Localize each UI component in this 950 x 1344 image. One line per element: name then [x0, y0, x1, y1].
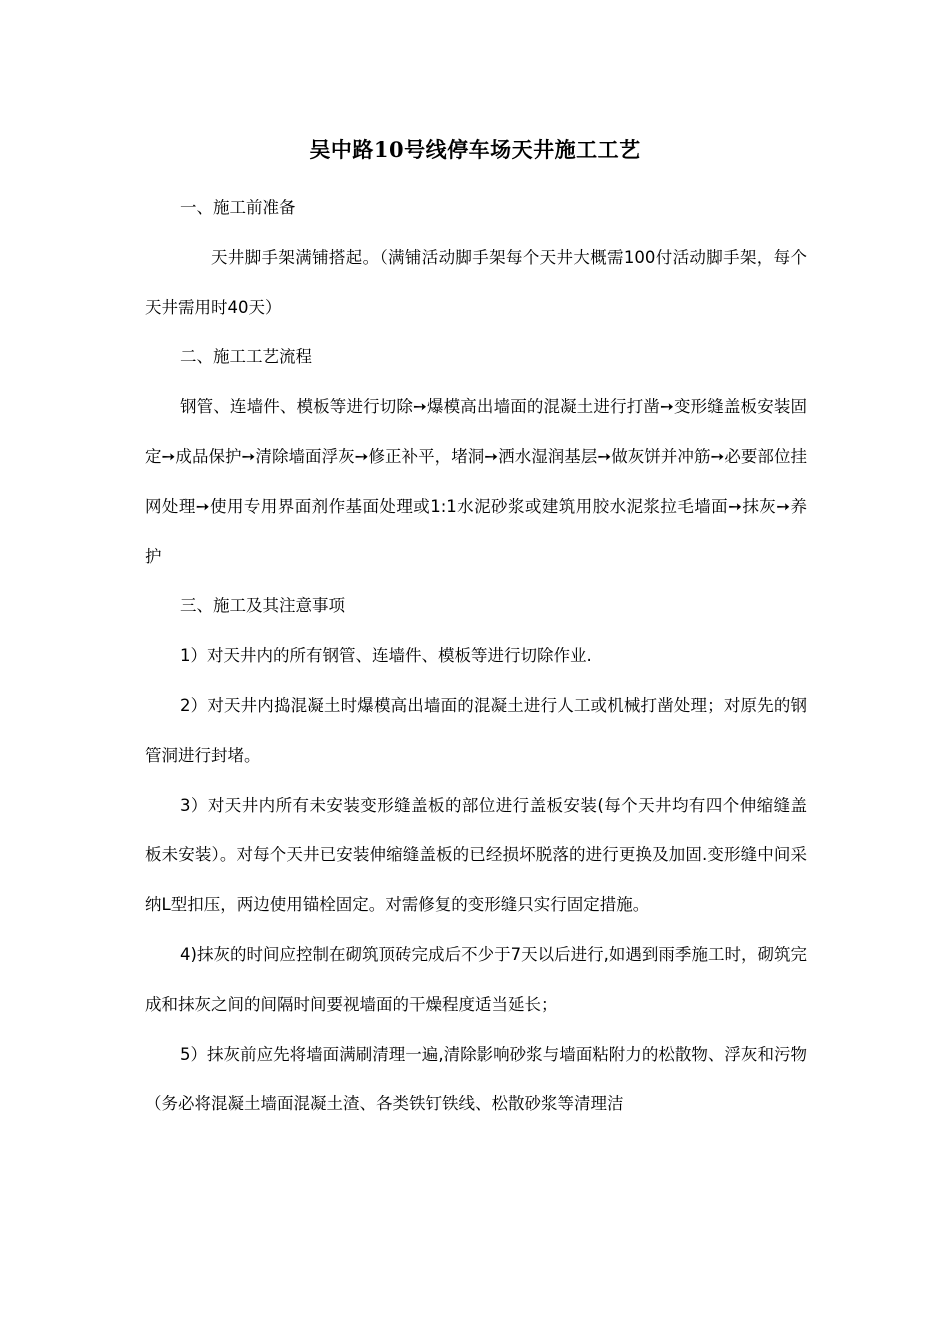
document-title: 吴中路10号线停车场天井施工工艺 — [309, 137, 641, 162]
section-heading-preparation: 一、施工前准备 — [180, 198, 296, 217]
list-item-3: 3）对天井内所有未安装变形缝盖板的部位进行盖板安装(每个天井均有四个伸缩缝盖板未安装）。对每个天井已安装伸缩缝盖板的已经损坏脱落的进行更换及加固.变形缝中间采纳L型扣压，两边使用锚栓固定。对需修复的变形缝只实行固定措施。 — [145, 795, 807, 915]
list-item-5: 5）抹灰前应先将墙面满刷清理一遍,清除影响砂浆与墙面粘附力的松散物、浮灰和污物（务必将混凝土墙面混凝土渣、各类铁钉铁线、松散砂浆等清理洁 — [145, 1044, 807, 1114]
document-body — [145, 183, 807, 1129]
section-heading-process-flow: 二、施工工艺流程 — [180, 347, 312, 367]
list-item-1: 1）对天井内的所有钢管、连墙件、模板等进行切除作业. — [180, 646, 592, 666]
list-item-4: 4)抹灰的时间应控制在砌筑顶砖完成后不少于7天以后进行,如遇到雨季施工时，砌筑完成和抹灰之间的间隔时间要视墙面的干燥程度适当延长； — [145, 944, 807, 1014]
paragraph-process-flow: 钢管、连墙件、模板等进行切除➙爆模高出墙面的混凝土进行打凿➙变形缝盖板安装固定➙成品保护➙清除墙面浮灰➙修正补平，堵洞➙洒水湿润基层➙做灰饼并冲筋➙必要部位挂网处理➙使用专用界面剂作基面处理或1:1水泥砂浆或建筑用胶水泥浆拉毛墙面➙抹灰➙养护 — [145, 397, 807, 566]
list-item-2: 2）对天井内捣混凝土时爆模高出墙面的混凝土进行人工或机械打凿处理；对原先的钢管洞进行封堵。 — [145, 695, 807, 765]
paragraph-scaffolding: 天井脚手架满铺搭起。（满铺活动脚手架每个天井大概需100付活动脚手架，每个天井需用时40天） — [145, 247, 807, 317]
section-heading-precautions: 三、施工及其注意事项 — [180, 596, 345, 616]
